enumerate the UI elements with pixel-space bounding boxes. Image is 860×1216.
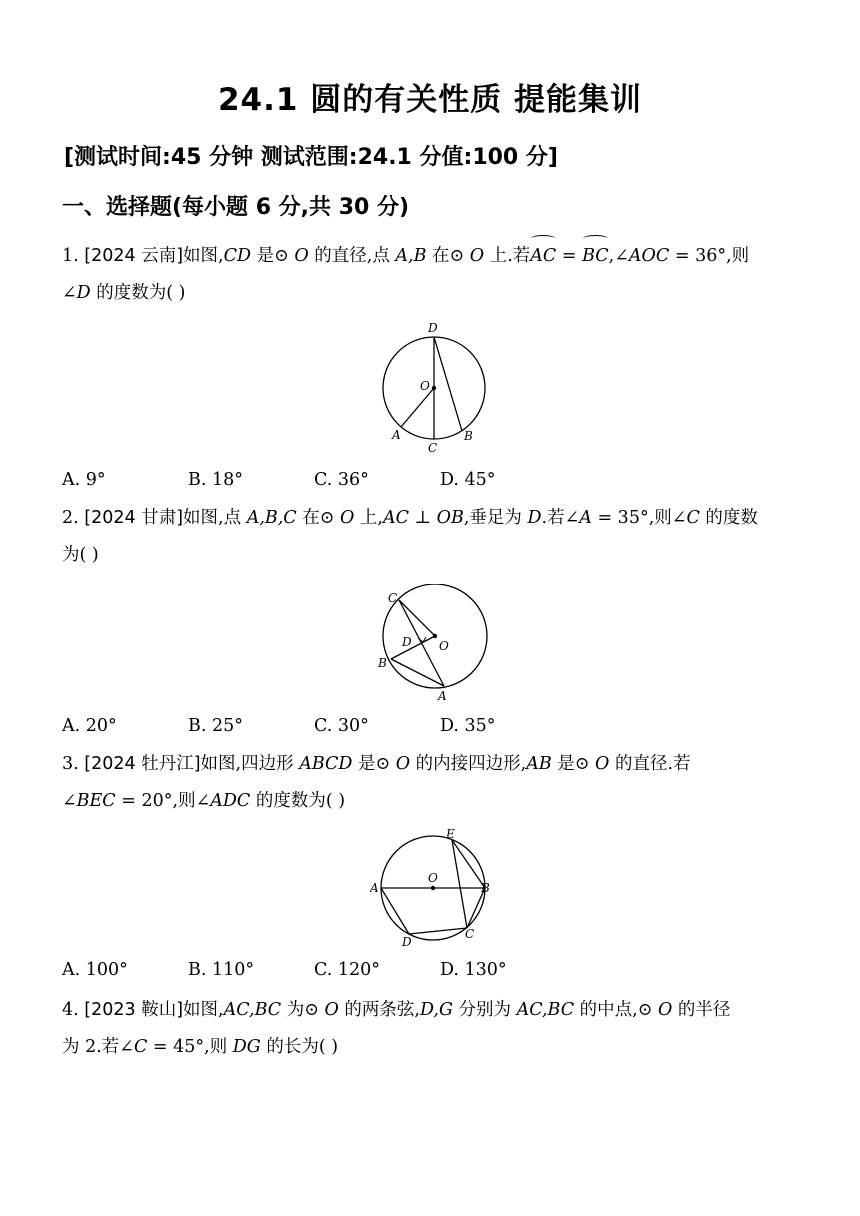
question-3 [62, 746, 802, 820]
point-label-b: B [481, 881, 490, 895]
math-term: ABCD [299, 754, 353, 774]
point-label-a: A [438, 689, 447, 703]
question-number: 3. [62, 754, 79, 774]
point-label-d: D [402, 635, 412, 649]
option-d[interactable]: D. 130° [440, 960, 507, 980]
question-1-line-1 [62, 238, 802, 275]
point-label-o: O [420, 379, 430, 393]
point-label-c: C [428, 441, 438, 455]
page-title: 24.1 圆的有关性质 提能集训 [217, 82, 643, 118]
question-text: = 20°,则∠ [115, 791, 211, 811]
question-4 [62, 992, 802, 1066]
point-label-a: A [370, 881, 379, 895]
question-text: = 35°,则∠ [591, 508, 687, 528]
question-source: [2024 牡丹江] [84, 754, 201, 774]
math-term: D,G [419, 1000, 453, 1020]
question-text: 是⊙ [251, 246, 295, 266]
question-2-figure [372, 584, 496, 708]
question-source: [2024 甘肃] [84, 508, 184, 528]
option-d[interactable]: D. 35° [440, 716, 496, 736]
question-text: 的直径.若 [609, 754, 691, 774]
math-term: CD [223, 246, 252, 266]
math-term: O [324, 1000, 339, 1020]
math-term: A,B [395, 246, 427, 266]
question-text: 的直径,点 [308, 246, 396, 266]
math-term: O [657, 1000, 673, 1020]
question-text: ∠ [62, 791, 77, 811]
point-label-c: C [465, 927, 475, 941]
question-1-line-2 [62, 275, 802, 312]
question-text: ,垂足为 [463, 508, 528, 528]
option-b[interactable]: B. 18° [188, 470, 244, 490]
math-term: C [133, 1037, 148, 1057]
question-number: 2. [62, 508, 79, 528]
option-a[interactable]: A. 9° [62, 470, 106, 490]
math-term: AC,BC [516, 1000, 575, 1020]
question-2-line-2: 为( ) [62, 545, 99, 565]
math-term: BEC [76, 791, 116, 811]
point-label-b: B [464, 429, 473, 443]
math-term: O [595, 754, 610, 774]
math-term: AOC [628, 246, 670, 266]
question-source: [2023 鞍山] [84, 1000, 184, 1020]
math-term: ADC [210, 791, 251, 811]
question-4-line-1 [62, 992, 802, 1029]
question-number: 4. [62, 1000, 79, 1020]
arc-symbol: BC [582, 238, 609, 275]
question-text: 的两条弦, [338, 1000, 420, 1020]
question-text: 为⊙ [281, 1000, 325, 1020]
point-label-d: D [428, 321, 438, 335]
point-label-o: O [439, 639, 449, 653]
question-text: 的中点,⊙ [574, 1000, 658, 1020]
question-text: ⊥ [409, 508, 437, 528]
option-a[interactable]: A. 20° [62, 716, 117, 736]
math-term: D [527, 508, 542, 528]
math-term: O [340, 508, 355, 528]
question-text: 在⊙ [296, 508, 340, 528]
question-text: 的内接四边形, [410, 754, 527, 774]
math-term: A [579, 508, 592, 528]
question-source: [2024 云南] [84, 246, 184, 266]
math-term: AC,BC [223, 1000, 282, 1020]
question-text: ,∠ [608, 246, 629, 266]
question-text: 的长为( ) [260, 1037, 339, 1057]
math-term: AB [526, 754, 552, 774]
question-text: 是⊙ [352, 754, 396, 774]
option-b[interactable]: B. 110° [188, 960, 255, 980]
point-label-d: D [402, 935, 412, 949]
option-c[interactable]: C. 120° [314, 960, 381, 980]
math-term: O [395, 754, 411, 774]
question-text: = 45°,则 [147, 1037, 233, 1057]
math-term: DG [232, 1037, 261, 1057]
math-term: O [469, 246, 485, 266]
question-text: 的度数为( ) [250, 791, 346, 811]
point-label-b: B [378, 656, 387, 670]
math-term: C [686, 508, 700, 528]
point-label-o: O [428, 871, 438, 885]
option-b[interactable]: B. 25° [188, 716, 244, 736]
question-1-figure [370, 318, 500, 460]
question-text: .若∠ [541, 508, 580, 528]
math-term: A,B,C [246, 508, 297, 528]
question-text: 的半径 [672, 1000, 731, 1020]
question-1 [62, 238, 802, 312]
question-text: 的度数 [699, 508, 758, 528]
option-d[interactable]: D. 45° [440, 470, 496, 490]
option-a[interactable]: A. 100° [62, 960, 128, 980]
question-3-line-1 [62, 746, 802, 783]
question-2-line-1 [62, 500, 802, 537]
option-c[interactable]: C. 36° [314, 470, 369, 490]
question-text: 如图,点 [183, 508, 247, 528]
question-text: 分别为 [452, 1000, 517, 1020]
question-3-figure [370, 828, 500, 952]
arc-symbol: AC [530, 238, 556, 275]
question-text: ∠ [62, 283, 77, 303]
option-c[interactable]: C. 30° [314, 716, 369, 736]
math-term: D [76, 283, 91, 303]
question-text: = [556, 246, 583, 266]
section-heading: 一、选择题(每小题 6 分,共 30 分) [62, 195, 410, 220]
question-text: 如图, [183, 1000, 224, 1020]
point-label-c: C [388, 591, 398, 605]
question-text: 上.若 [484, 246, 531, 266]
math-term: OB [436, 508, 464, 528]
point-label-a: A [392, 428, 401, 442]
question-number: 1. [62, 246, 79, 266]
question-text: 如图,四边形 [200, 754, 300, 774]
question-text: 如图, [183, 246, 224, 266]
question-text: 上, [354, 508, 383, 528]
question-3-line-2 [62, 783, 802, 820]
question-text: 是⊙ [551, 754, 596, 774]
question-text: 的度数为( ) [90, 283, 186, 303]
question-text: 在⊙ [426, 246, 470, 266]
question-2 [62, 500, 802, 574]
point-label-e: E [446, 828, 455, 841]
math-term: O [294, 246, 309, 266]
math-term: AC [383, 508, 410, 528]
question-4-line-2 [62, 1029, 802, 1066]
question-text: = 36°,则 [669, 246, 750, 266]
question-text: 为 2.若∠ [62, 1037, 134, 1057]
test-info: [测试时间:45 分钟 测试范围:24.1 分值:100 分] [64, 145, 558, 170]
